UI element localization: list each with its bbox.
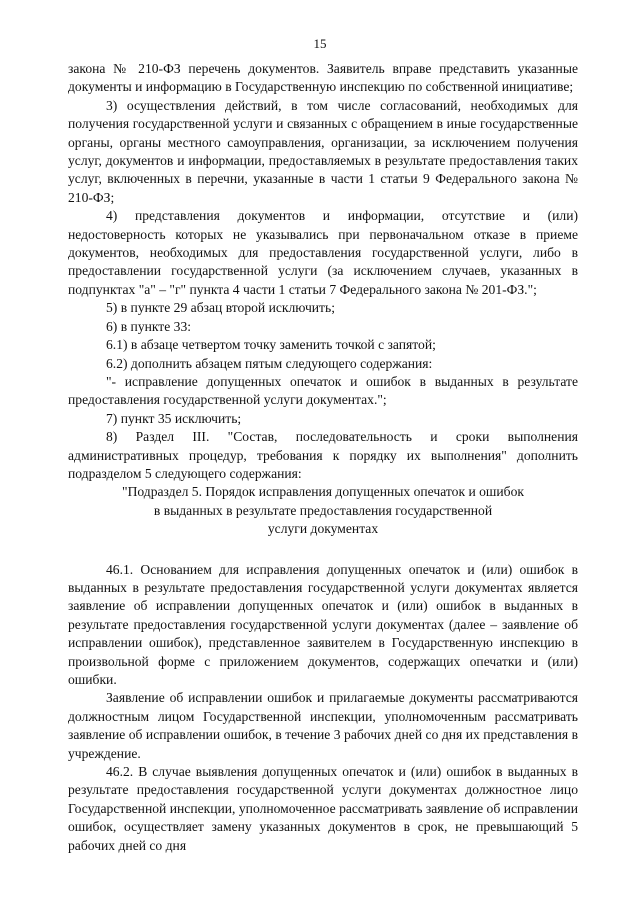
paragraph: 6) в пункте 33:	[106, 318, 192, 334]
paragraph: 4) представления документов и информации, отсутствие и (или) недостоверность которых не указывались при первоначальном отказе в приеме документов, необходимых для предоставления государственной услуги, либо в предоставлении государственной услуги (за исключением случаев, указанных в подпунктах "а" – "г" пункта 4 части 1 статьи 7 Федерального закона № 201-ФЗ.";	[68, 208, 578, 297]
paragraph: 3) осуществления действий, в том числе согласований, необходимых для получения государственной услуги и связанных с обращением в иные государственные органы, органы местного самоуправления, организации, за исключением получения услуг, документов и информации, предоставляемых в результате предоставления таких услуг, включенных в перечни, указанные в части 1 статьи 9 Федерального закона № 210-ФЗ;	[68, 97, 578, 205]
paragraph: закона № 210-ФЗ перечень документов. Заявитель вправе представить указанные документы и информацию в Государственную инспекцию по собственной инициативе;	[68, 61, 578, 95]
paragraph: 46.1. Основанием для исправления допущенных опечаток и (или) ошибок в выданных в результате предоставления государственной услуги документах является заявление об исправлении допущенных опечаток и (или) ошибок в выданных в результате предоставления государственной услуги документах (далее – заявление об исправлении ошибок), представленное заявителем в Государственную инспекцию в произвольной форме с приложением документов, содержащих опечатки и (или) ошибки.	[68, 561, 578, 687]
document-body	[68, 60, 578, 855]
subsection-title-line: в выданных в результате предоставления государственной	[153, 502, 493, 518]
paragraph: 6.1) в абзаце четвертом точку заменить точкой с запятой;	[106, 337, 436, 353]
spacer	[68, 539, 578, 561]
subsection-title-line: "Подраздел 5. Порядок исправления допущенных опечаток и ошибок	[122, 484, 524, 500]
page-number: 15	[313, 36, 327, 51]
paragraph: 5) в пункте 29 абзац второй исключить;	[106, 300, 335, 316]
subsection-title-line: услуги документах	[267, 521, 379, 537]
paragraph: Заявление об исправлении ошибок и прилагаемые документы рассматриваются должностным лицом Государственной инспекции, уполномоченным рассматривать заявление об исправлении ошибок, в течение 3 рабочих дней со дня их представления в учреждение.	[68, 690, 578, 761]
paragraph: 7) пункт 35 исключить;	[106, 410, 242, 426]
paragraph: 6.2) дополнить абзацем пятым следующего содержания:	[106, 355, 433, 371]
paragraph: 8) Раздел III. "Состав, последовательность и сроки выполнения административных процедур, требования к порядку их выполнения" дополнить подразделом 5 следующего содержания:	[68, 429, 578, 481]
paragraph: "- исправление допущенных опечаток и ошибок в выданных в результате предоставления государственной услуги документах.";	[68, 373, 578, 408]
paragraph: 46.2. В случае выявления допущенных опечаток и (или) ошибок в выданных в результате предоставления государственной услуги документах должностное лицо Государственной инспекции, уполномоченное рассматривать заявление об исправлении ошибок, осуществляет замену указанных документов в срок, не превышающий 5 рабочих дней со дня	[68, 764, 578, 853]
